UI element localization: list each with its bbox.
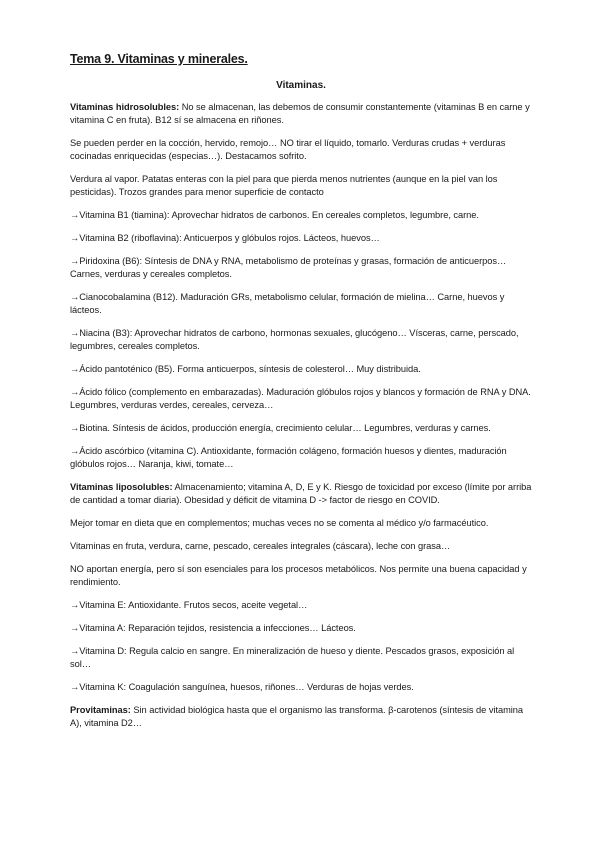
paragraph-text: →Vitamina K: Coagulación sanguínea, huesos, riñones… Verduras de hojas verdes. xyxy=(70,682,414,692)
paragraph-text: No se almacenan, las debemos de consumir constantemente (vitaminas B en carne y vitamina C en fruta). B12 sí se almacena en riñones. xyxy=(70,102,530,125)
document-body xyxy=(70,101,532,730)
paragraph xyxy=(70,540,532,553)
paragraph xyxy=(70,173,532,199)
page-title: Tema 9. Vitaminas y minerales. xyxy=(70,52,248,66)
paragraph-text: →Vitamina B1 (tiamina): Aprovechar hidratos de carbonos. En cereales completos, legumbre, carne. xyxy=(70,210,479,220)
paragraph-text: Mejor tomar en dieta que en complementos; muchas veces no se comenta al médico y/o farmacéutico. xyxy=(70,518,489,528)
paragraph-text: Almacenamiento; vitamina A, D, E y K. Riesgo de toxicidad por exceso (límite por arriba de cantidad a tomar diaria). Obesidad y déficit de vitamina D -> factor de riesgo en COVID. xyxy=(70,482,532,505)
paragraph-text: →Piridoxina (B6): Síntesis de DNA y RNA, metabolismo de proteínas y grasas, formación de anticuerpos… Carnes, verduras y cereales completos. xyxy=(70,256,507,279)
paragraph-lead: Provitaminas: xyxy=(70,705,131,715)
paragraph xyxy=(70,704,532,730)
paragraph xyxy=(70,645,532,671)
paragraph-text: →Vitamina E: Antioxidante. Frutos secos, aceite vegetal… xyxy=(70,600,308,610)
paragraph-text: →Niacina (B3): Aprovechar hidratos de carbono, hormonas sexuales, glucógeno… Vísceras, carne, perscado, legumbres, cereales completos. xyxy=(70,328,519,351)
paragraph xyxy=(70,232,532,245)
paragraph xyxy=(70,137,532,163)
paragraph-text: →Cianocobalamina (B12). Maduración GRs, metabolismo celular, formación de mielina… Carne, huevos y lácteos. xyxy=(70,292,505,315)
paragraph-text: →Ácido fólico (complemento en embarazadas). Maduración glóbulos rojos y blancos y formación de RNA y DNA. Legumbres, verduras verdes, cereales, cerveza… xyxy=(70,387,531,410)
paragraph xyxy=(70,327,532,353)
document-page xyxy=(70,52,532,740)
paragraph xyxy=(70,209,532,222)
paragraph xyxy=(70,291,532,317)
paragraph xyxy=(70,422,532,435)
paragraph-lead: Vitaminas liposolubles: xyxy=(70,482,173,492)
paragraph-text: →Vitamina B2 (riboflavina): Anticuerpos y glóbulos rojos. Lácteos, huevos… xyxy=(70,233,380,243)
paragraph xyxy=(70,481,532,507)
paragraph-text: Se pueden perder en la cocción, hervido, remojo… NO tirar el líquido, tomarlo. Verduras crudas + verduras cocinadas enriquecidas (especias…). Destacamos sofrito. xyxy=(70,138,506,161)
paragraph-text: →Vitamina D: Regula calcio en sangre. En mineralización de hueso y diente. Pescados grasos, exposición al sol… xyxy=(70,646,515,669)
paragraph-text: →Ácido pantoténico (B5). Forma anticuerpos, síntesis de colesterol… Muy distribuida. xyxy=(70,364,421,374)
paragraph-text: Sin actividad biológica hasta que el organismo las transforma. β-carotenos (síntesis de vitamina A), vitamina D2… xyxy=(70,705,524,728)
paragraph xyxy=(70,386,532,412)
paragraph-text: Verdura al vapor. Patatas enteras con la piel para que pierda menos nutrientes (aunque en la piel van los pesticidas). Trozos grandes para menor superficie de contacto xyxy=(70,174,498,197)
paragraph xyxy=(70,681,532,694)
paragraph-text: →Biotina. Síntesis de ácidos, producción energía, crecimiento celular… Legumbres, verduras y carnes. xyxy=(70,423,491,433)
paragraph xyxy=(70,101,532,127)
section-heading: Vitaminas. xyxy=(276,80,326,91)
paragraph-text: NO aportan energía, pero sí son esenciales para los procesos metabólicos. Nos permite una buena capacidad y rendimiento. xyxy=(70,564,527,587)
paragraph xyxy=(70,599,532,612)
paragraph-text: →Ácido ascórbico (vitamina C). Antioxidante, formación colágeno, formación huesos y dientes, maduración glóbulos rojos… Naranja, kiwi, tomate… xyxy=(70,446,507,469)
paragraph xyxy=(70,622,532,635)
paragraph-text: Vitaminas en fruta, verdura, carne, pescado, cereales integrales (cáscara), leche con grasa… xyxy=(70,541,451,551)
paragraph xyxy=(70,255,532,281)
paragraph xyxy=(70,445,532,471)
paragraph-text: →Vitamina A: Reparación tejidos, resistencia a infecciones… Lácteos. xyxy=(70,623,356,633)
paragraph xyxy=(70,563,532,589)
paragraph xyxy=(70,363,532,376)
paragraph-lead: Vitaminas hidrosolubles: xyxy=(70,102,180,112)
paragraph xyxy=(70,517,532,530)
